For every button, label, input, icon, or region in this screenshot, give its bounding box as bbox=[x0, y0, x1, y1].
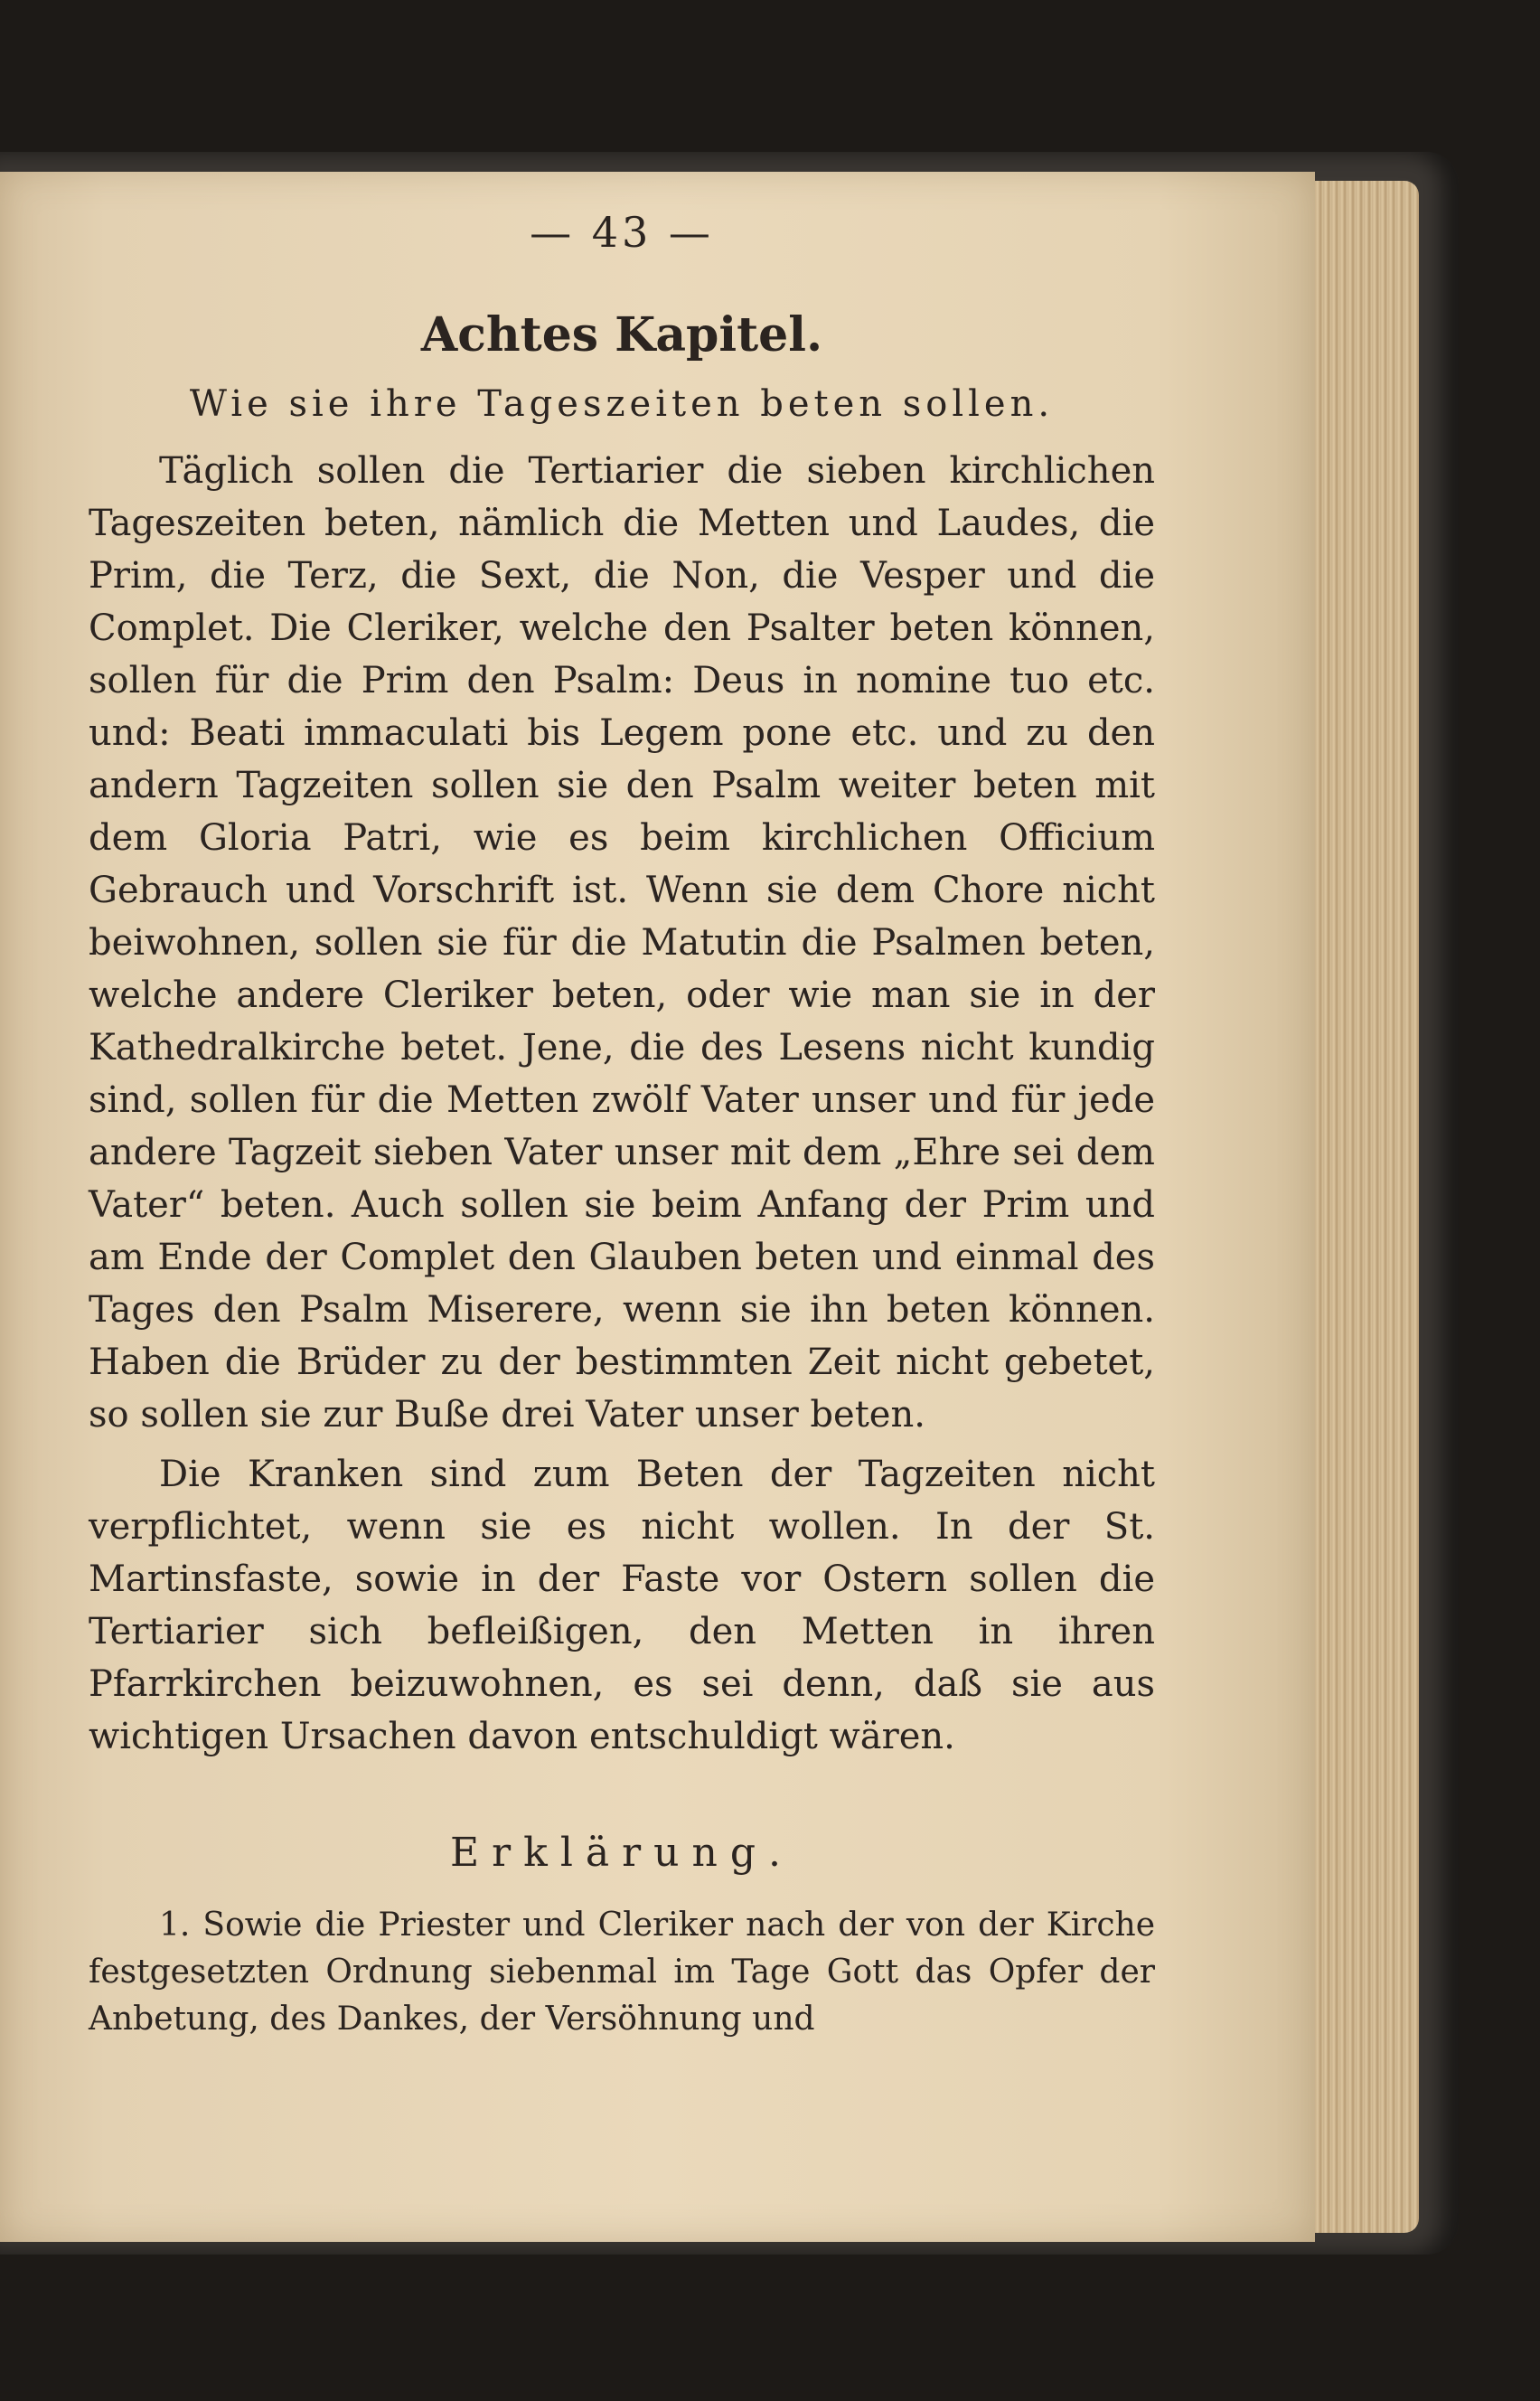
chapter-title: Achtes Kapitel. bbox=[420, 307, 823, 363]
section-heading: Erklärung. bbox=[450, 1830, 793, 1876]
page-content bbox=[89, 197, 1155, 2076]
page-edges bbox=[1315, 181, 1419, 2233]
page-number: — 43 — bbox=[530, 208, 714, 257]
chapter-subtitle: Wie sie ihre Tageszeiten beten sollen. bbox=[189, 383, 1055, 425]
explanation-note: 1. Sowie die Priester und Cleriker nach der von der Kirche festgesetzten Ordnung siebenmal im Tage Gott das Opfer der Anbetung, des Dankes, der Versöhnung und bbox=[89, 1907, 1155, 2038]
paragraph: Täglich sollen die Tertiarier die sieben kirchlichen Tageszeiten beten, nämlich die Metten und Laudes, die Prim, die Terz, die Sext, die Non, die Vesper und die Complet. Die Cleriker, welche den Psalter beten können, sollen für die Prim den Psalm: Deus in nomine tuo etc. und: Beati immaculati bis Legem pone etc. und zu den andern Tagzeiten sollen sie den Psalm weiter beten mit dem Gloria Patri, wie es beim kirchlichen Officium Gebrauch und Vorschrift ist. Wenn sie dem Chore nicht beiwohnen, sollen sie für die Matutin die Psalmen beten, welche andere Cleriker beten, oder wie man sie in der Kathedralkirche betet. Jene, die des Lesens nicht kundig sind, sollen für die Metten zwölf Vater unser und für jede andere Tagzeit sieben Vater unser mit dem „Ehre sei dem Vater“ beten. Auch sollen sie beim Anfang der Prim und am Ende der Complet den Glauben beten und einmal des Tages den Psalm Miserere, wenn sie ihn beten können. Haben die Brüder zu der bestimmten Zeit nicht gebetet, so sollen sie zur Buße drei Vater unser beten. bbox=[89, 450, 1155, 1436]
paragraph: Die Kranken sind zum Beten der Tagzeiten nicht verpflichtet, wenn sie es nicht wollen. In der St. Martinsfaste, sowie in der Faste vor Ostern sollen die Tertiarier sich befleißigen, den Metten in ihren Pfarrkirchen beizuwohnen, es sei denn, daß sie aus wichtigen Ursachen davon entschuldigt wären. bbox=[89, 1454, 1155, 1757]
